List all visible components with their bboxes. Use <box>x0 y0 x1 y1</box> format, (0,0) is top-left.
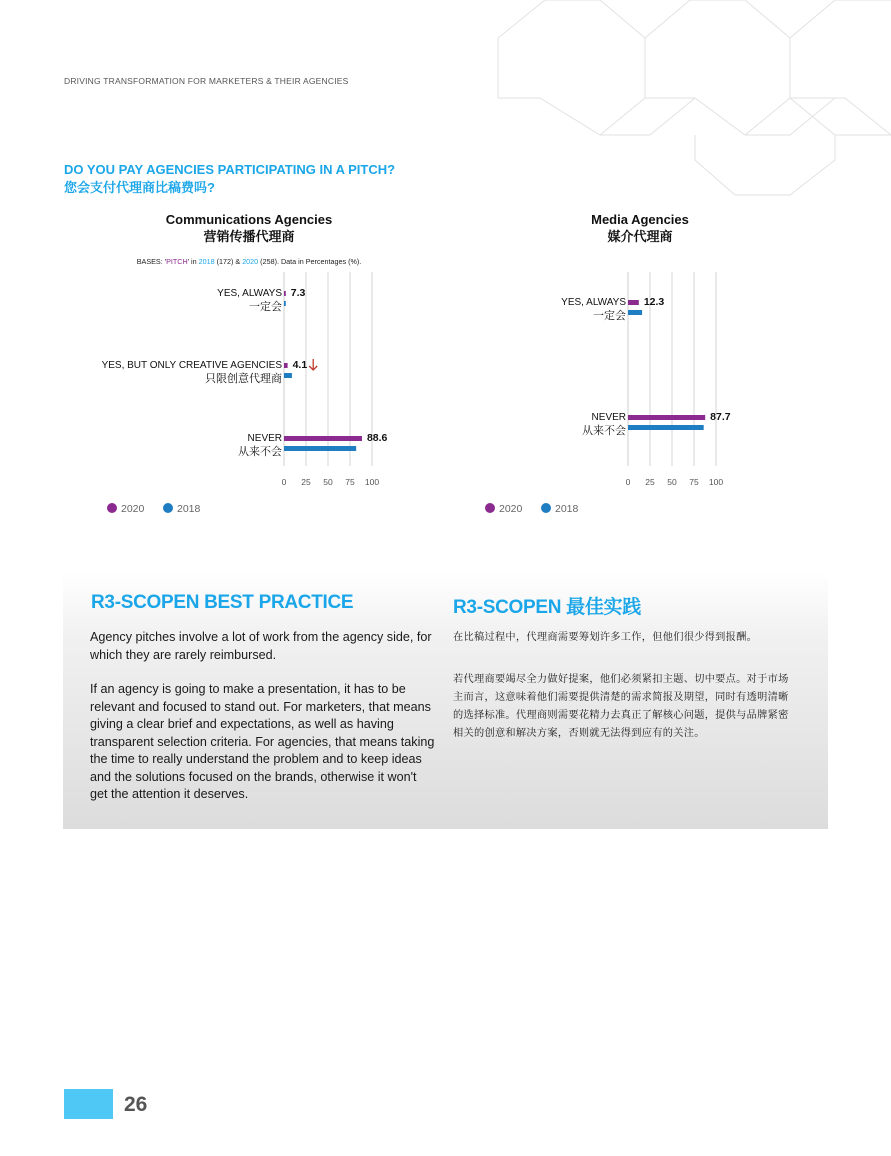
x-tick-label-media: 75 <box>689 477 699 487</box>
best-practice-title-en: R3-SCOPEN BEST PRACTICE <box>91 592 354 613</box>
bar-2018-communications <box>284 373 292 378</box>
bases-prefix: BASES: ' <box>136 257 167 266</box>
x-tick-label-media: 50 <box>667 477 677 487</box>
data-label-media: 87.7 <box>710 411 731 423</box>
legend-dot-2020 <box>107 503 117 513</box>
chart-title-media: Media Agencies <box>591 212 689 227</box>
page-number: 26 <box>124 1093 148 1116</box>
bar-2018-media <box>628 310 642 315</box>
best-practice-box <box>63 572 828 829</box>
legend-dot-2018 <box>163 503 173 513</box>
data-label-communications: 88.6 <box>366 432 388 444</box>
best-practice-paragraph: Agency pitches involve a lot of work from the agency side, for which they are rarely reimbursed. <box>90 630 432 662</box>
bar-2020-media <box>628 415 705 420</box>
data-label-communications: 4.1 <box>292 359 308 371</box>
legend-label-2018: 2018 <box>555 503 579 515</box>
bases-pitch: PITCH <box>166 257 188 266</box>
x-tick-label-communications: 50 <box>323 477 333 487</box>
data-label-media: 12.3 <box>643 296 665 308</box>
bar-2020-media <box>628 300 639 305</box>
bases-note <box>137 257 362 266</box>
best-practice-paragraph-zh: 在比稿过程中，代理商需要筹划许多工作，但他们很少得到报酬。 <box>453 632 758 643</box>
bar-2020-communications <box>284 363 288 368</box>
bases-n-2020: (258). Data in Percentages (%). <box>258 257 362 266</box>
x-tick-label-media: 100 <box>708 477 724 487</box>
best-practice-paragraph: If an agency is going to make a presentation, it has to be relevant and focused to stand out. For marketers, that means giving a clear brief and expectations, as well as having transparent selection criteria. For agencies, that means taking the time to really understand the problem and to keep ideas and the solutions focused on the brands, otherwise it won't get the attention it deserves. <box>90 682 435 801</box>
category-label-en-communications: YES, ALWAYS <box>217 288 282 299</box>
legend-dot-2020 <box>485 503 495 513</box>
x-tick-label-communications: 75 <box>345 477 355 487</box>
charts-canvas <box>0 0 891 540</box>
bases-year-2020: 2020 <box>242 257 259 266</box>
data-label-communications: 7.3 <box>290 287 306 299</box>
bases-mid: ' in <box>187 257 199 266</box>
question-title-en: DO YOU PAY AGENCIES PARTICIPATING IN A PITCH? <box>64 162 396 177</box>
bases-year-2018: 2018 <box>198 257 215 266</box>
bar-2020-communications <box>284 436 362 441</box>
category-label-zh-media: 从来不会 <box>582 425 626 437</box>
bar-2018-communications <box>284 301 286 306</box>
x-tick-label-communications: 25 <box>301 477 311 487</box>
legend-label-2020: 2020 <box>499 503 523 515</box>
x-tick-label-media: 25 <box>645 477 655 487</box>
chart-title-communications: Communications Agencies <box>165 212 333 227</box>
x-tick-label-communications: 0 <box>281 477 287 487</box>
legend-label-2020: 2020 <box>121 503 145 515</box>
category-label-zh-communications: 只限创意代理商 <box>205 373 282 385</box>
best-practice-title-zh: R3-SCOPEN 最佳实践 <box>453 597 641 618</box>
chart-subtitle-communications: 营销传播代理商 <box>203 229 295 244</box>
best-practice-text-en <box>90 629 436 821</box>
bar-2018-communications <box>284 446 356 451</box>
category-label-en-media: YES, ALWAYS <box>561 297 626 308</box>
best-practice-paragraph-zh: 若代理商要竭尽全力做好提案，他们必须紧扣主题、切中要点。对于市场主而言，这意味着他们需要提供清楚的需求简报及期望，同时有透明清晰的选择标准。代理商则需要花精力去真正了解核心问题，提供与品牌紧密相关的创意和解决方案，否则就无法得到应有的关注。 <box>453 674 789 739</box>
category-label-en-media: NEVER <box>591 412 626 423</box>
question-title-zh: 您会支付代理商比稿费吗? <box>64 180 215 195</box>
bar-2018-media <box>628 425 704 430</box>
legend-dot-2018 <box>541 503 551 513</box>
bases-n-2018: (172) & <box>214 257 243 266</box>
x-tick-label-media: 0 <box>625 477 631 487</box>
page-number-block <box>64 1089 113 1119</box>
category-label-zh-communications: 从来不会 <box>238 446 282 458</box>
x-tick-label-communications: 100 <box>364 477 380 487</box>
category-label-zh-communications: 一定会 <box>249 301 282 313</box>
best-practice-text-zh <box>453 629 799 767</box>
legend-label-2018: 2018 <box>177 503 201 515</box>
category-label-zh-media: 一定会 <box>593 310 626 322</box>
chart-subtitle-media: 媒介代理商 <box>607 229 673 244</box>
category-label-en-communications: NEVER <box>247 433 282 444</box>
category-label-en-communications: YES, BUT ONLY CREATIVE AGENCIES <box>101 360 282 371</box>
running-header: DRIVING TRANSFORMATION FOR MARKETERS & THEIR AGENCIES <box>64 76 349 86</box>
bar-2020-communications <box>284 291 286 296</box>
